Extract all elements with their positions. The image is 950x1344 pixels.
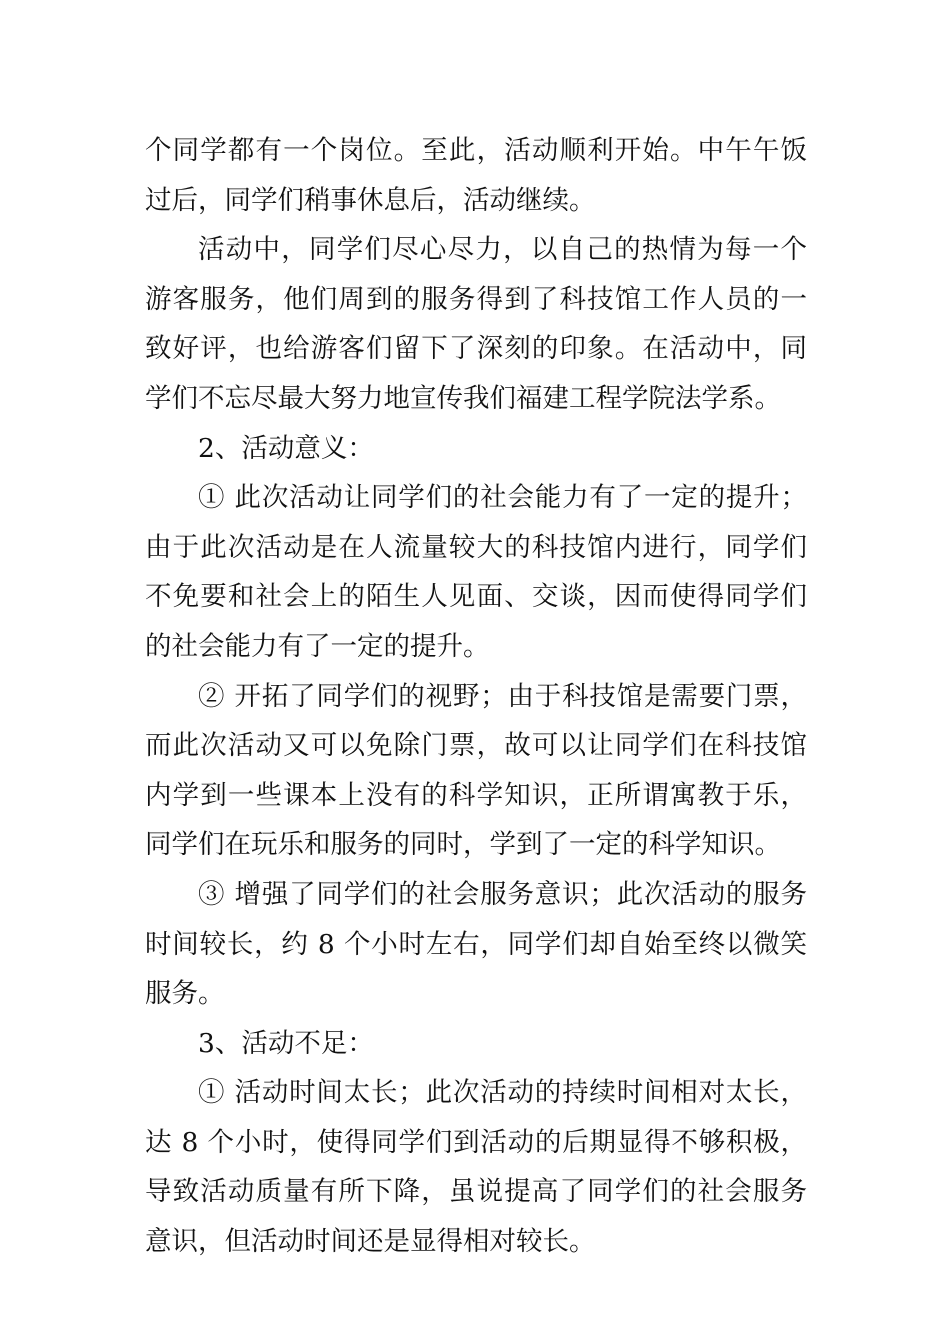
paragraph-shortcoming-1: ① 活动时间太长；此次活动的持续时间相对太长，达 8 个小时，使得同学们到活动的后期显得不够积极，导致活动质量有所下降，虽说提高了同学们的社会服务意识，但活动时间还是显得相对较长。: [145, 1077, 807, 1258]
paragraph-significance-3: ③ 增强了同学们的社会服务意识；此次活动的服务时间较长，约 8 个小时左右，同学们却自始至终以微笑服务。: [145, 878, 807, 1010]
paragraph-significance-1: ① 此次活动让同学们的社会能力有了一定的提升；由于此次活动是在人流量较大的科技馆内进行，同学们不免要和社会上的陌生人见面、交谈，因而使得同学们的社会能力有了一定的提升。: [145, 482, 807, 662]
paragraph-significance-2: ② 开拓了同学们的视野；由于科技馆是需要门票，而此次活动又可以免除门票，故可以让同学们在科技馆内学到一些课本上没有的科学知识，正所谓寓教于乐，同学们在玩乐和服务的同时，学到了一定的科学知识。: [145, 680, 807, 861]
section-heading-shortcomings: 3、活动不足：: [198, 1027, 374, 1059]
paragraph-activity-process: 活动中，同学们尽心尽力，以自己的热情为每一个游客服务，他们周到的服务得到了科技馆工作人员的一致好评，也给游客们留下了深刻的印象。在活动中，同学们不忘尽最大努力地宣传我们福建工程学院法学系。: [145, 234, 807, 414]
paragraph-continuation: 个同学都有一个岗位。至此，活动顺利开始。中午午饭过后，同学们稍事休息后，活动继续。: [145, 135, 807, 216]
body-text: [145, 126, 807, 1267]
section-heading-significance: 2、活动意义：: [198, 432, 374, 464]
